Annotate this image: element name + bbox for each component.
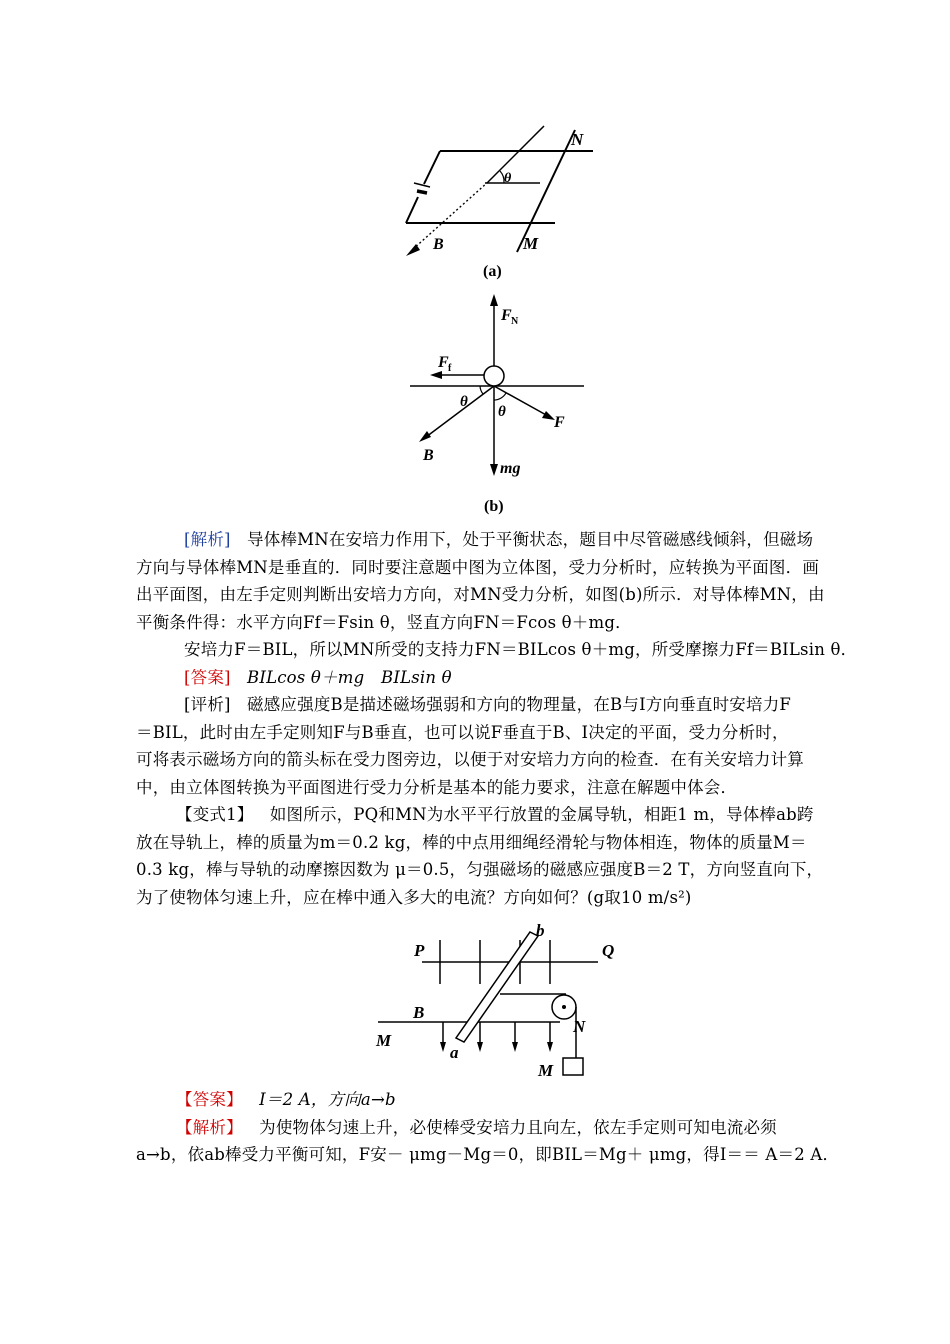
label-M: M <box>523 234 539 253</box>
answer2-block <box>136 1086 840 1169</box>
label-b: b <box>536 921 545 940</box>
variant-tag: 【变式1】 <box>176 805 254 824</box>
figure-b <box>400 290 600 515</box>
analysis2-line1: 为使物体匀速上升，必使棒受安培力且向左，依左手定则可知电流必须 <box>259 1117 777 1137</box>
label-FN-sub: N <box>511 316 519 327</box>
analysis-line1: 导体棒MN在安培力作用下，处于平衡状态，题目中尽管磁感线倾斜，但磁场 <box>247 530 814 549</box>
label-Ff: F <box>438 354 449 371</box>
answer2-text: I＝2 A，方向a→b <box>259 1090 396 1109</box>
caption-b: (b) <box>484 498 504 515</box>
caption-a: (a) <box>483 263 502 280</box>
figure-c-diagram <box>370 918 640 1083</box>
analysis2-line2: a→b，依ab棒受力平衡可知，F安－ μmg－Mg＝0，即BIL＝Mg＋ μmg，得I＝＝ A＝2 A． <box>136 1145 840 1164</box>
variant-line1: 如图所示，PQ和MN为水平平行放置的金属导轨，相距1 m，导体棒ab跨 <box>269 805 814 824</box>
label-B: B <box>433 236 444 253</box>
variant-line2: 放在导轨上，棒的质量为m＝0.2 kg，棒的中点用细绳经滑轮与物体相连，物体的质量M＝ <box>136 832 807 852</box>
analysis-tag: [解析] <box>184 530 231 549</box>
label-Q: Q <box>602 941 615 960</box>
analysis-line2: 方向与导体棒MN是垂直的．同时要注意题中图为立体图，受力分析时，应转换为平面图．画 <box>136 557 820 577</box>
figure-c <box>370 918 640 1083</box>
label-theta-left: θ <box>460 394 468 410</box>
label-B: B <box>423 447 434 464</box>
label-M-block: M <box>538 1061 554 1080</box>
comment-line2: ＝BIL，此时由左手定则知F与B垂直，也可以说F垂直于B、I决定的平面，受力分析时， <box>136 722 789 742</box>
label-F: F <box>554 414 565 431</box>
answer1-text: BILcos θ＋mg BILsin θ <box>247 667 452 687</box>
label-Ff-sub: f <box>448 363 452 374</box>
comment-line3: 可将表示磁场方向的箭头标在受力图旁边，以便于对安培力方向的检查．在有关安培力计算 <box>136 750 804 769</box>
label-N: N <box>571 130 584 149</box>
figure-b-diagram <box>400 290 600 515</box>
variant-line4: 为了使物体匀速上升，应在棒中通入多大的电流？方向如何？(g取10 m/s²) <box>136 887 692 907</box>
label-theta-right: θ <box>498 404 506 420</box>
label-N: N <box>573 1017 586 1036</box>
analysis-line4: 平衡条件得：水平方向Ff＝Fsin θ，竖直方向FN＝Fcos θ＋mg． <box>136 612 632 632</box>
analysis-line3: 出平面图，由左手定则判断出安培力方向，对MN受力分析，如图(b)所示．对导体棒MN，由 <box>136 585 825 604</box>
label-FN: F <box>501 307 512 324</box>
analysis-line5: 安培力F＝BIL，所以MN所受的支持力FN＝BILcos θ＋mg，所受摩擦力Ff＝BILsin θ． <box>184 640 858 659</box>
analysis2-tag: 【解析】 <box>176 1117 243 1137</box>
variant-line3: 0.3 kg，棒与导轨的动摩擦因数为 μ＝0.5，匀强磁场的磁感应强度B＝2 T，方向竖直向下， <box>136 860 824 879</box>
comment-tag: [评析] <box>184 695 231 714</box>
answer2-tag: 【答案】 <box>176 1090 243 1109</box>
theta-label: θ <box>504 171 512 186</box>
label-a: a <box>450 1043 459 1062</box>
label-P: P <box>414 941 425 960</box>
label-mg: mg <box>500 460 521 477</box>
comment-line1: 磁感应强度B是描述磁场强弱和方向的物理量，在B与I方向垂直时安培力F <box>247 695 792 714</box>
label-B: B <box>413 1003 425 1022</box>
figure-a-diagram <box>380 120 620 285</box>
comment-line4: 中，由立体图转换为平面图进行受力分析是基本的能力要求，注意在解题中体会． <box>136 777 738 797</box>
label-M-rail: M <box>376 1031 392 1050</box>
figure-a <box>380 120 620 285</box>
analysis-block <box>136 526 858 911</box>
answer1-tag: [答案] <box>184 667 231 687</box>
